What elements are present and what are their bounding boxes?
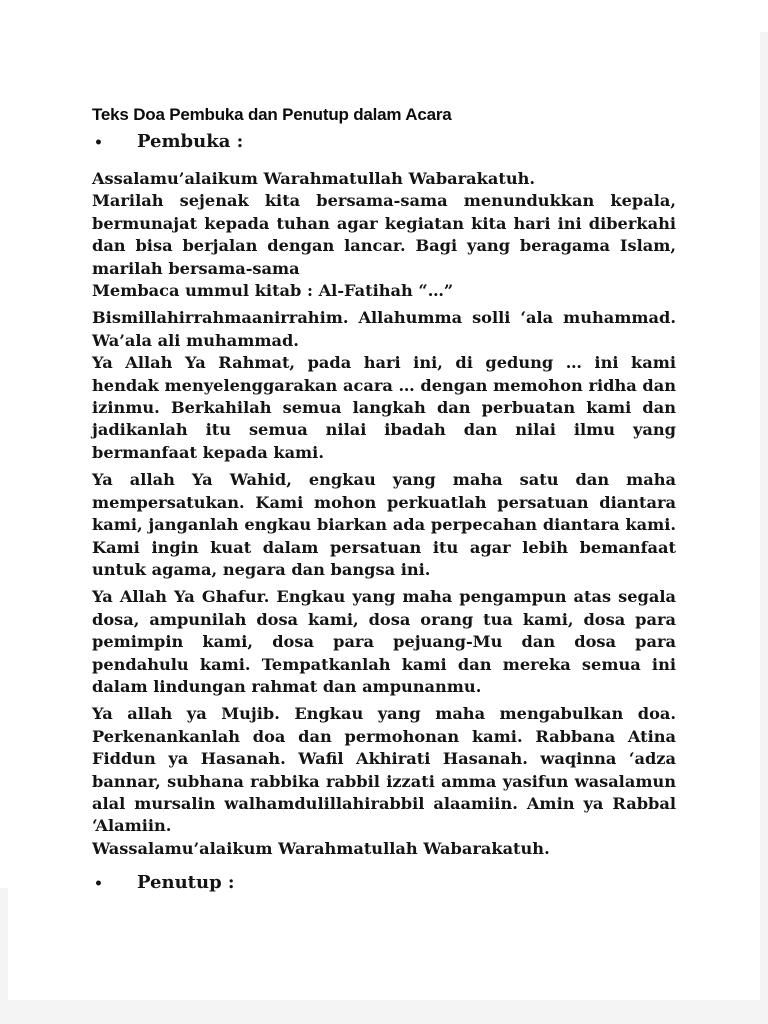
text-line: mempersatukan. Kami mohon perkuatlah persatuan diantara <box>92 492 676 512</box>
text-line: ‘Alamiin. <box>92 816 172 836</box>
text-line: dosa, ampunilah dosa kami, dosa orang tua kami, dosa para <box>92 609 676 629</box>
text-line: Ya allah Ya Wahid, engkau yang maha satu dan maha <box>92 470 676 490</box>
text-line: marilah bersama-sama <box>92 258 300 278</box>
text-line: dan bisa berjalan dengan lancar. Bagi yang beragama Islam, <box>92 236 676 256</box>
text-line: jadikanlah itu semua nilai ibadah dan nilai ilmu yang <box>92 420 676 440</box>
text-line: bannar, subhana rabbika rabbil izzati amma yasifun wasalamun <box>92 771 676 791</box>
text-line: Fiddun ya Hasanah. Wafil Akhirati Hasanah. waqinna ‘adza <box>92 749 676 769</box>
text-line: pemimpin kami, dosa para pejuang-Mu dan dosa para <box>92 632 676 652</box>
paragraph-doa-ampunan <box>92 586 676 698</box>
paragraph-doa-pembukaan <box>92 307 676 464</box>
paragraph-salam-pembuka <box>92 168 676 302</box>
text-line: Assalamu’alaikum Warahmatullah Wabarakatuh. <box>92 169 536 188</box>
section-label-pembuka: Pembuka : <box>137 131 244 152</box>
text-line: Kami ingin kuat dalam persatuan itu agar lebih bemanfaat <box>92 537 676 557</box>
text-line: hendak menyelenggarakan acara … dengan memohon ridha dan <box>92 375 676 395</box>
section-item-pembuka <box>92 131 676 154</box>
text-line: untuk agama, negara dan bangsa ini. <box>92 559 431 579</box>
text-line: Ya allah ya Mujib. Engkau yang maha mengabulkan doa. <box>92 704 676 724</box>
bullet-icon: • <box>94 135 103 151</box>
text-line: pendahulu kami. Tempatkanlah kami dan mereka semua ini <box>92 654 676 674</box>
text-line: dalam lindungan rahmat dan ampunanmu. <box>92 676 482 696</box>
scan-edge-bottom <box>0 1000 768 1024</box>
section-label-penutup: Penutup : <box>137 872 235 894</box>
paragraph-doa-persatuan <box>92 469 676 581</box>
text-line: alal mursalin walhamdulillahirabbil alaamiin. Amin ya Rabbal <box>92 793 676 813</box>
text-line: bermunajat kepada tuhan agar kegiatan kita hari ini diberkahi <box>92 213 676 233</box>
bullet-icon: • <box>94 876 103 893</box>
text-line: Ya Allah Ya Ghafur. Engkau yang maha pengampun atas segala <box>92 587 676 607</box>
text-line: Wa’ala ali muhammad. <box>92 330 299 350</box>
document-content <box>92 0 676 895</box>
text-line: bermanfaat kepada kami. <box>92 442 324 462</box>
text-line: Membaca ummul kitab : Al-Fatihah “…” <box>92 281 454 301</box>
document-title: Teks Doa Pembuka dan Penutup dalam Acara <box>92 105 452 124</box>
section-item-penutup <box>92 872 676 895</box>
scan-edge-right <box>760 32 768 1024</box>
text-line: Marilah sejenak kita bersama-sama menundukkan kepala, <box>92 191 676 211</box>
paragraph-doa-pengabulan <box>92 703 676 860</box>
text-line: Bismillahirrahmaanirrahim. Allahumma solli ‘ala muhammad. <box>92 308 676 328</box>
text-line: Ya Allah Ya Rahmat, pada hari ini, di gedung … ini kami <box>92 353 676 373</box>
text-line: izinmu. Berkahilah semua langkah dan perbuatan kami dan <box>92 398 676 418</box>
text-line: Perkenankanlah doa dan permohonan kami. Rabbana Atina <box>92 726 676 746</box>
text-line: kami, janganlah engkau biarkan ada perpecahan diantara kami. <box>92 515 676 535</box>
text-line: Wassalamu’alaikum Warahmatullah Wabarakatuh. <box>92 838 550 858</box>
